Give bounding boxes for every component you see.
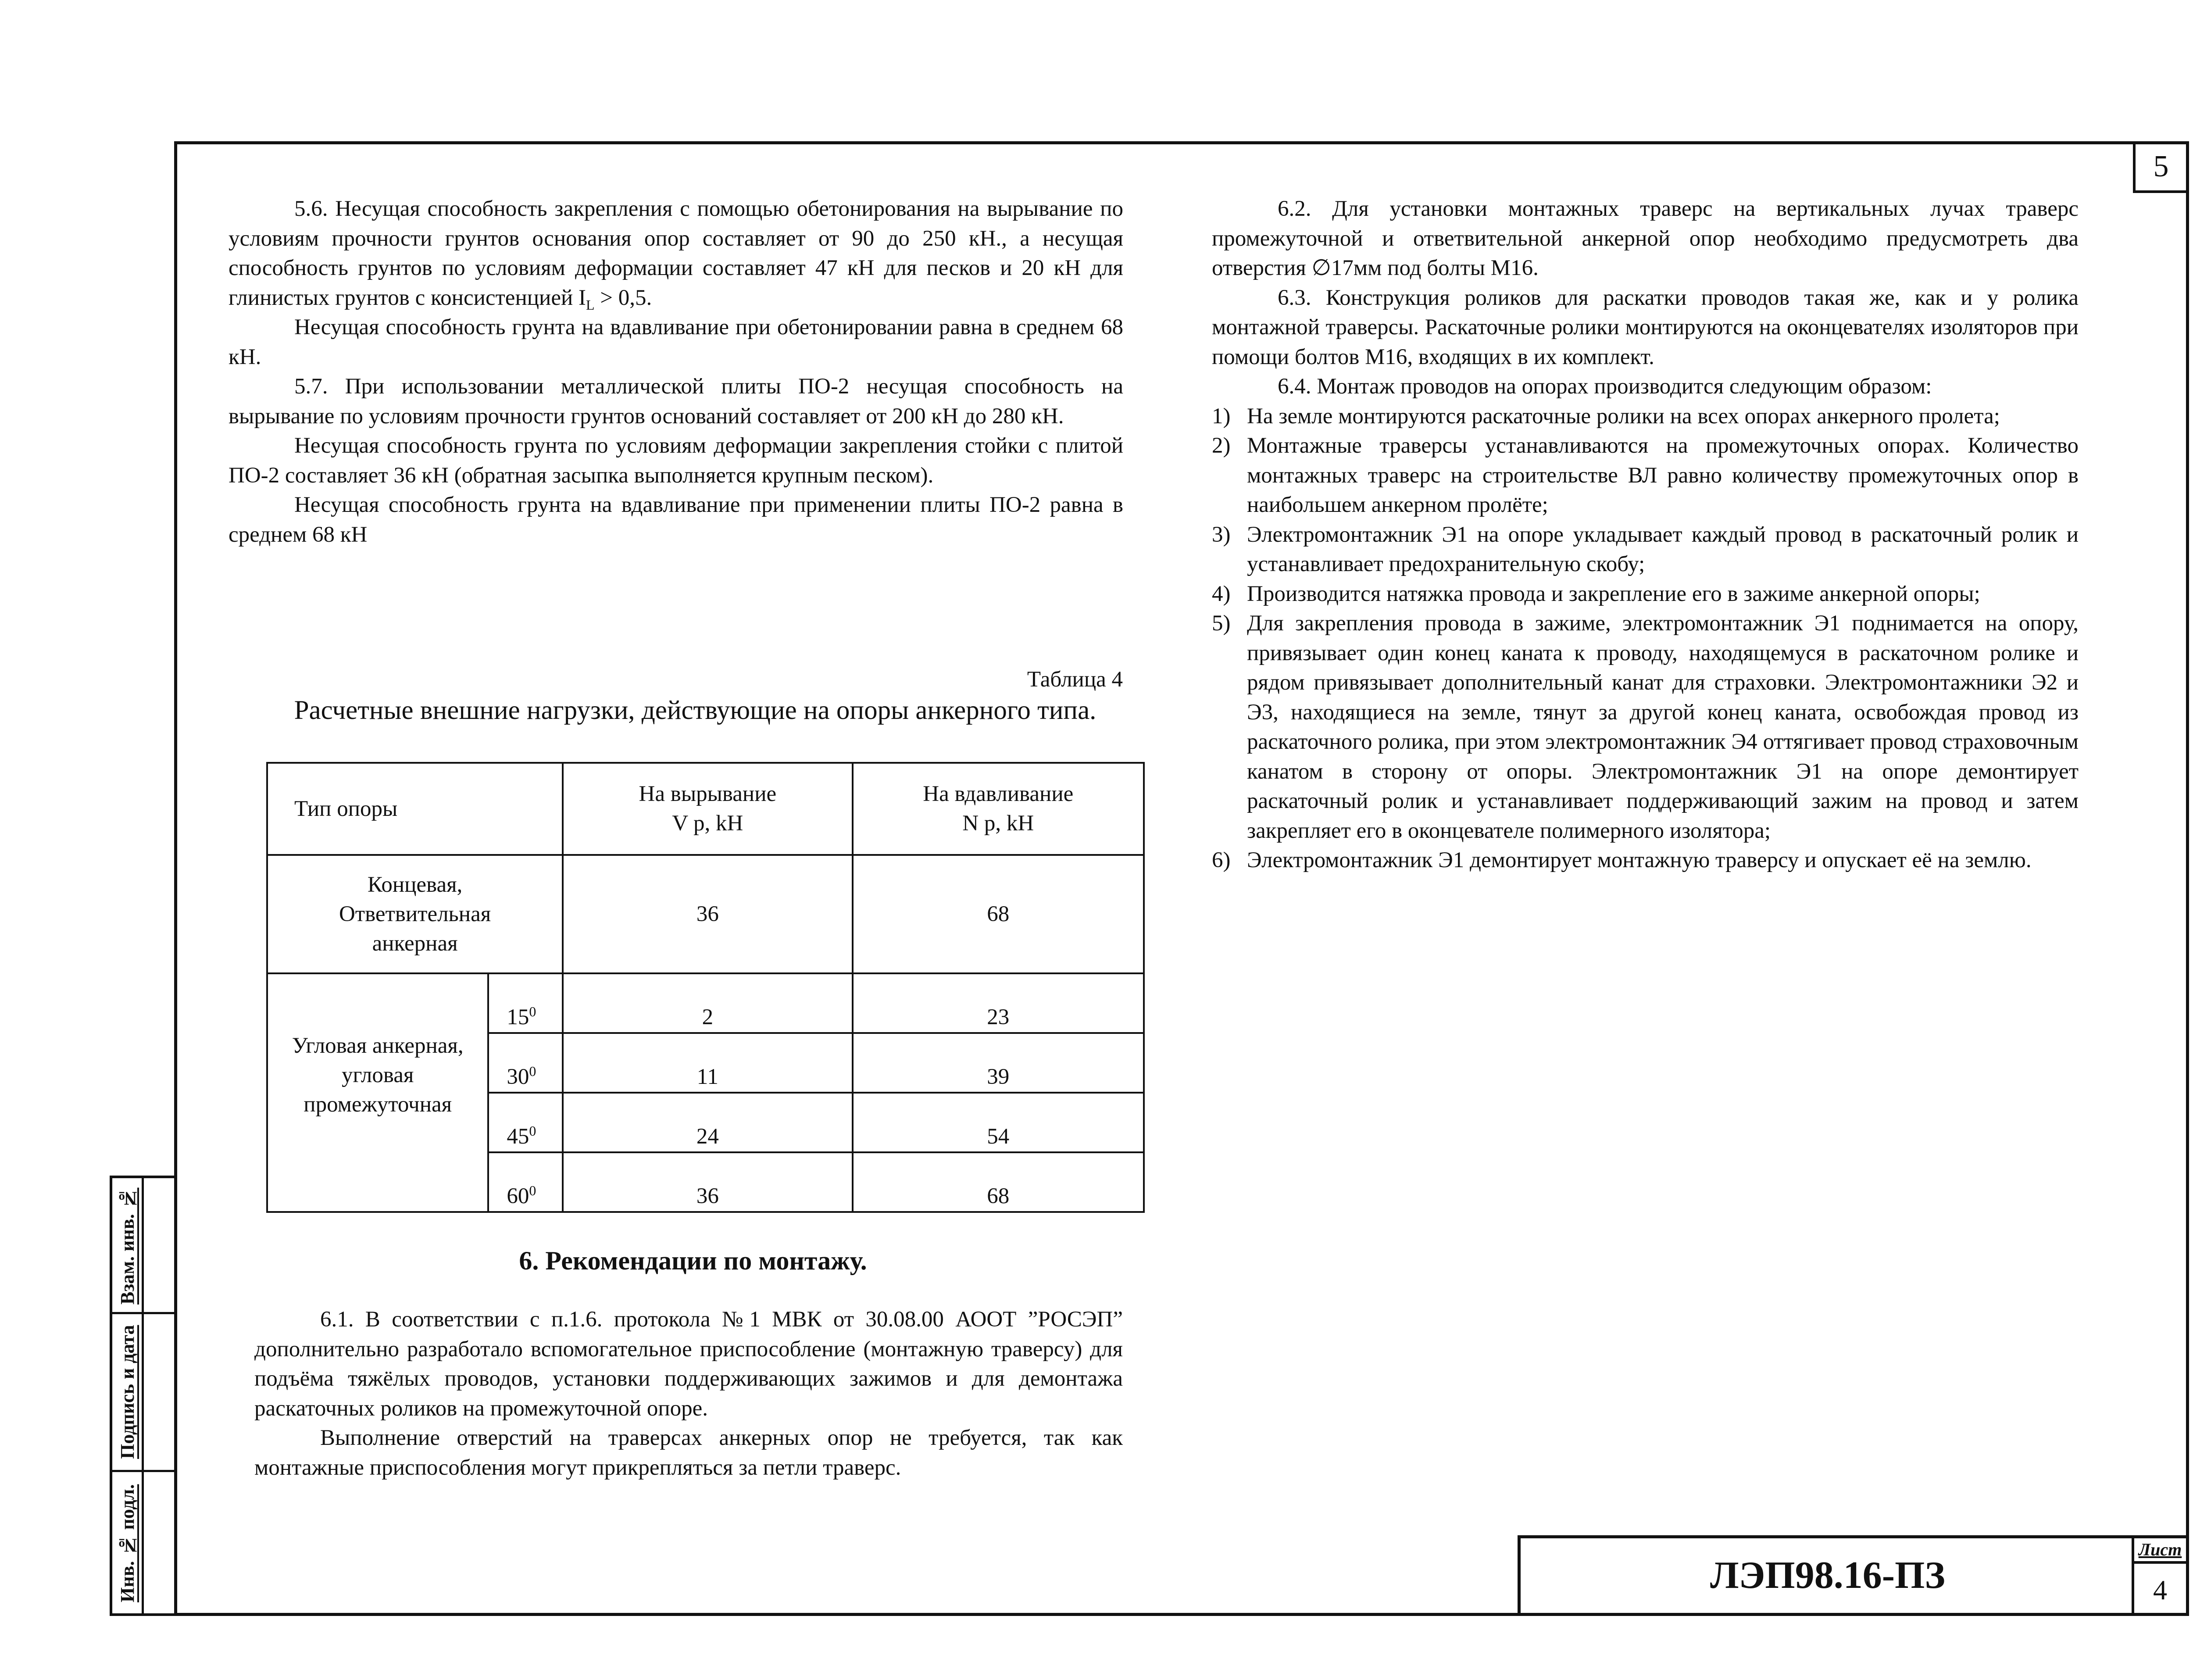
- table-header-row: [267, 763, 1144, 855]
- push-cell: 68: [853, 1152, 1144, 1212]
- pull-cell: 11: [563, 1033, 852, 1093]
- table-title: Расчетные внешние нагрузки, действующие на опоры анкерного типа.: [294, 696, 1096, 725]
- title-block: [1518, 1535, 2189, 1616]
- paragraph-6-2: 6.2. Для установки монтажных траверс на вертикальных лучах траверс промежуточной и ответвительной анкерной опор необходимо предусмотреть два отверстия ∅17мм под болты М16.: [1212, 197, 2079, 280]
- paragraph-6-1: 6.1. В соответствии с п.1.6. протокола №1 МВК от 30.08.00 АООТ ”РОСЭП” дополнительно разработало вспомогательное приспособление (монтажную траверсу) для подъёма тяжёлых проводов, установки поддерживающих зажимов и для демонтажа раскаточных роликов на промежуточной опоре.: [254, 1307, 1123, 1421]
- paragraph: Выполнение отверстий на траверсах анкерных опор не требуется, так как монтажные приспособления могут прикрепляться за петли траверс.: [254, 1426, 1123, 1480]
- document-code: ЛЭП98.16-ПЗ: [1710, 1554, 1945, 1597]
- stamp-label-signature-date: Подпись и дата: [117, 1325, 138, 1459]
- stamp-divider: [112, 1312, 174, 1314]
- angle-cell: $45^0$: [488, 1093, 563, 1152]
- paragraph-5-6: 5.6. Несущая способность закрепления с помощью обетонирования на вырывание по условиям прочности грунтов основания опор составляет от 90 до 250 кН., а несущая способность грунтов по условиям деформации составляет 47 кН для песков и 20 кН для глинистых грунтов с консистенцией $I_L > 0,5$.: [229, 197, 1123, 313]
- type-cell-end: Концевая, Ответвительная анкерная: [267, 855, 563, 973]
- stamp-label-replace-inv: Взам. инв. №: [117, 1187, 138, 1305]
- list-item: 3) Электромонтажник Э1 на опоре укладывает каждый провод в раскаточный ролик и устанавливает предохранительную скобу;: [1212, 522, 2079, 576]
- paragraph: Несущая способность грунта на вдавливание при применении плиты ПО-2 равна в среднем 68 кН: [229, 493, 1123, 547]
- angle-cell: $15^0$: [488, 973, 563, 1033]
- header-type: Тип опоры: [267, 763, 563, 855]
- paragraph-5-7: 5.7. При использовании металлической плиты ПО-2 несущая способность на вырывание по условиям прочности грунтов оснований составляет от 200 кН до 280 кН.: [229, 374, 1123, 429]
- section-heading: 6. Рекомендации по монтажу.: [519, 1246, 867, 1275]
- push-cell: 68: [853, 855, 1144, 973]
- left-column: [229, 194, 1123, 550]
- sheet-number: 4: [2153, 1574, 2167, 1605]
- paragraph: Несущая способность грунта на вдавливание при обетонировании равна в среднем 68 кН.: [229, 315, 1123, 369]
- left-column-bottom: [254, 1305, 1123, 1483]
- push-cell: 23: [853, 973, 1144, 1033]
- push-cell: 39: [853, 1033, 1144, 1093]
- list-item: 4) Производится натяжка провода и закрепление его в зажиме анкерной опоры;: [1212, 581, 1980, 606]
- stamp-divider: [112, 1470, 174, 1472]
- table-row: [267, 855, 1144, 973]
- list-item: 1) На земле монтируются раскаточные ролики на всех опорах анкерного пролета;: [1212, 404, 2000, 429]
- pull-cell: 36: [563, 855, 852, 973]
- header-pull: На вырывание V р, kH: [563, 763, 852, 855]
- sheet-label: Лист: [2134, 1538, 2186, 1564]
- list-item: 6) Электромонтажник Э1 демонтирует монтажную траверсу и опускает её на землю.: [1212, 848, 2032, 872]
- list-item: 5) Для закрепления провода в зажиме, электромонтажник Э1 поднимается на опору, привязывает один конец каната к проводу, находящемуся в раскаточном ролике и рядом привязывает дополнительный канат для страховки. Электромонтажники Э2 и Э3, находящиеся на земле, тянут за другой конец каната, освобождая провод из раскаточного ролика, при этом электромонтажник Э4 оттягивает провод страховочным канатом в сторону от опоры. Электромонтажник Э1 на опоре демонтирует раскаточный ролик и устанавливает поддерживающий зажим на провод и затем закрепляет его в оконцевателе полимерного изолятора;: [1212, 611, 2079, 843]
- sheet-cell: [2132, 1538, 2186, 1613]
- angle-cell: $60^0$: [488, 1152, 563, 1212]
- type-cell-angle: Угловая анкерная, угловая промежуточная: [267, 973, 488, 1212]
- pull-cell: 36: [563, 1152, 852, 1212]
- page-number: 5: [2153, 150, 2169, 183]
- angle-cell: $30^0$: [488, 1033, 563, 1093]
- steps-list: [1212, 402, 2079, 876]
- side-stamp: [110, 1176, 174, 1616]
- stamp-label-inv-original: Инв. № подл.: [117, 1484, 138, 1603]
- pull-cell: 2: [563, 973, 852, 1033]
- table-row: [267, 973, 1144, 1033]
- right-column: [1212, 194, 2079, 876]
- push-cell: 54: [853, 1093, 1144, 1152]
- header-push: На вдавливание N р, kH: [853, 763, 1144, 855]
- list-item: 2) Монтажные траверсы устанавливаются на промежуточных опорах. Количество монтажных траверс на строительстве ВЛ равно количеству промежуточных опор в наибольшем анкерном пролёте;: [1212, 433, 2079, 517]
- page-number-box: [2133, 141, 2189, 193]
- loads-table: [266, 762, 1145, 1213]
- paragraph: Несущая способность грунта по условиям деформации закрепления стойки с плитой ПО-2 составляет 36 кН (обратная засыпка выполняется крупным песком).: [229, 433, 1123, 488]
- pull-cell: 24: [563, 1093, 852, 1152]
- table-caption: Таблица 4: [1027, 667, 1123, 692]
- paragraph-6-4: 6.4. Монтаж проводов на опорах производится следующим образом:: [1278, 374, 1932, 399]
- stamp-divider: [142, 1178, 144, 1613]
- paragraph-6-3: 6.3. Конструкция роликов для раскатки проводов такая же, как и у ролика монтажной траверсы. Раскаточные ролики монтируются на оконцевателях изоляторов при помощи болтов М16, входящих в их комплект.: [1212, 285, 2079, 369]
